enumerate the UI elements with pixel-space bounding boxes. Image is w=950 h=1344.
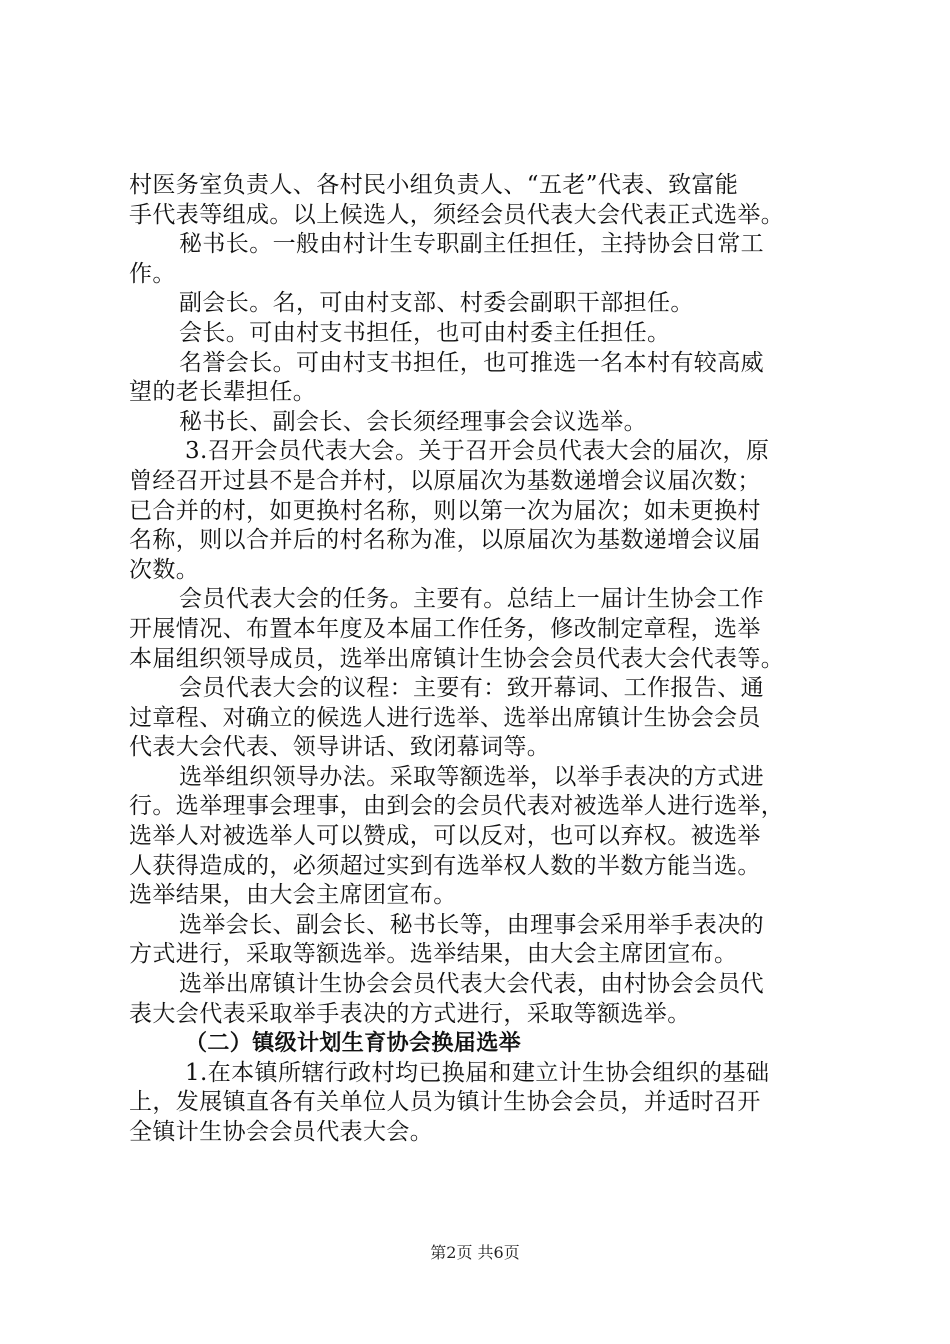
text-line: 选举人对被选举人可以赞成，可以反对，也可以弃权。被选举 [129, 823, 761, 850]
text-line: 望的老长辈担任。 [129, 379, 317, 406]
paragraph-congress-agenda: 会员代表大会的议程：主要有：致开幕词、工作报告、通 [179, 675, 764, 702]
text-line: 全镇计生协会会员代表大会。 [129, 1119, 434, 1145]
text-line: 手代表等组成。以上候选人，须经会员代表大会代表正式选举。 [129, 201, 785, 228]
text-line: 开展情况、布置本年度及本届工作任务，修改制定章程，选举 [129, 615, 761, 642]
paragraph-election-method: 选举组织领导办法。采取等额选举，以举手表决的方式进 [179, 763, 764, 790]
page-number: 第2页 共6页 [430, 1243, 520, 1262]
paragraph-honorary-president: 名誉会长。可由村支书担任，也可推选一名本村有较高威 [179, 349, 764, 376]
text-line: 人获得造成的，必须超过实到有选举权人数的半数方能当选。 [129, 852, 761, 879]
paragraph-president: 会长。可由村支书担任，也可由村委主任担任。 [179, 319, 671, 346]
paragraph-secretary-general: 秘书长。一般由村计生专职副主任担任，主持协会日常工 [179, 231, 764, 258]
text-line: 行。选举理事会理事，由到会的会员代表对被选举人进行选举， [129, 793, 785, 820]
text-line: 作。 [129, 260, 176, 287]
paragraph-elect-leaders: 选举会长、副会长、秘书长等，由理事会采用举手表决的 [179, 911, 764, 938]
text-line: 选举结果，由大会主席团宣布。 [129, 882, 457, 909]
text-line: 本届组织领导成员，选举出席镇计生协会会员代表大会代表等。 [129, 645, 785, 672]
text-line: 代表大会代表、领导讲话、致闭幕词等。 [129, 734, 551, 761]
paragraph-congress-tasks: 会员代表大会的任务。主要有。总结上一届计生协会工作 [179, 586, 764, 613]
text-line: 已合并的村，如更换村名称，则以第一次为届次；如未更换村 [129, 497, 761, 524]
document-body [129, 171, 829, 1148]
paragraph-town-level: 1.在本镇所辖行政村均已换届和建立计生协会组织的基础 [185, 1059, 770, 1086]
paragraph-elect-delegates: 选举出席镇计生协会会员代表大会代表，由村协会会员代 [179, 971, 764, 998]
paragraph-election-council: 秘书长、副会长、会长须经理事会会议选举。 [179, 408, 647, 435]
section-heading: （二）镇级计划生育协会换届选举 [185, 1031, 522, 1057]
text-line: 表大会代表采取举手表决的方式进行，采取等额选举。 [129, 1000, 691, 1027]
text-line: 方式进行，采取等额选举。选举结果，由大会主席团宣布。 [129, 941, 738, 968]
text-line: 曾经召开过县不是合并村，以原届次为基数递增会议届次数； [129, 467, 761, 494]
paragraph-vice-president: 副会长。名，可由村支部、村委会副职干部担任。 [179, 290, 694, 317]
text-line: 次数。 [129, 556, 200, 583]
text-line: 上，发展镇直各有关单位人员为镇计生协会会员，并适时召开 [129, 1089, 761, 1116]
paragraph-convene-congress: 3.召开会员代表大会。关于召开会员代表大会的届次，原 [185, 438, 770, 465]
text-line: 名称，则以合并后的村名称为准，以原届次为基数递增会议届 [129, 527, 761, 554]
text-line: 村医务室负责人、各村民小组负责人、“五老”代表、致富能 [129, 172, 739, 198]
text-line: 过章程、对确立的候选人进行选举、选举出席镇计生协会会员 [129, 704, 761, 731]
